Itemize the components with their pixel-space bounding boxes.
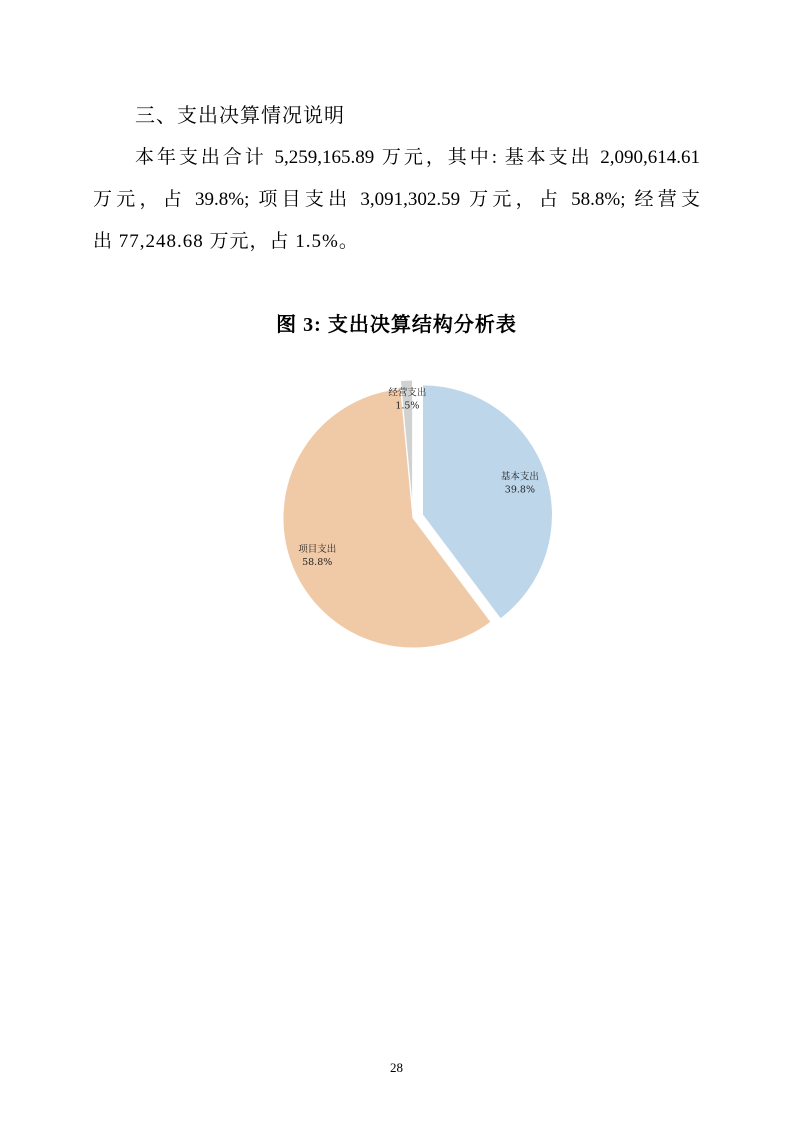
pie-slices bbox=[283, 380, 552, 648]
pie-chart bbox=[263, 368, 573, 668]
slice-label-name: 经营支出 bbox=[388, 387, 427, 399]
paragraph-line: 本年支出合计 5,259,165.89 万元，其中: 基本支出 2,090,614.61 bbox=[135, 147, 700, 168]
slice-label-name: 基本支出 bbox=[500, 471, 539, 483]
section-paragraph bbox=[93, 137, 700, 263]
section-heading: 三、支出决算情况说明 bbox=[135, 103, 345, 127]
figure-title: 图 3: 支出决算结构分析表 bbox=[276, 314, 517, 336]
paragraph-line: 出 77,248.68 万元，占 1.5%。 bbox=[93, 231, 359, 252]
paragraph-line: 万元，占 39.8%; 项目支出 3,091,302.59 万元，占 58.8%; 经营支 bbox=[93, 189, 700, 210]
slice-label-value: 58.8% bbox=[302, 557, 333, 568]
slice-label-name: 项目支出 bbox=[298, 544, 337, 555]
slice-label-value: 1.5% bbox=[395, 400, 420, 412]
slice-label-value: 39.8% bbox=[504, 484, 535, 496]
page-number: 28 bbox=[390, 1060, 403, 1075]
